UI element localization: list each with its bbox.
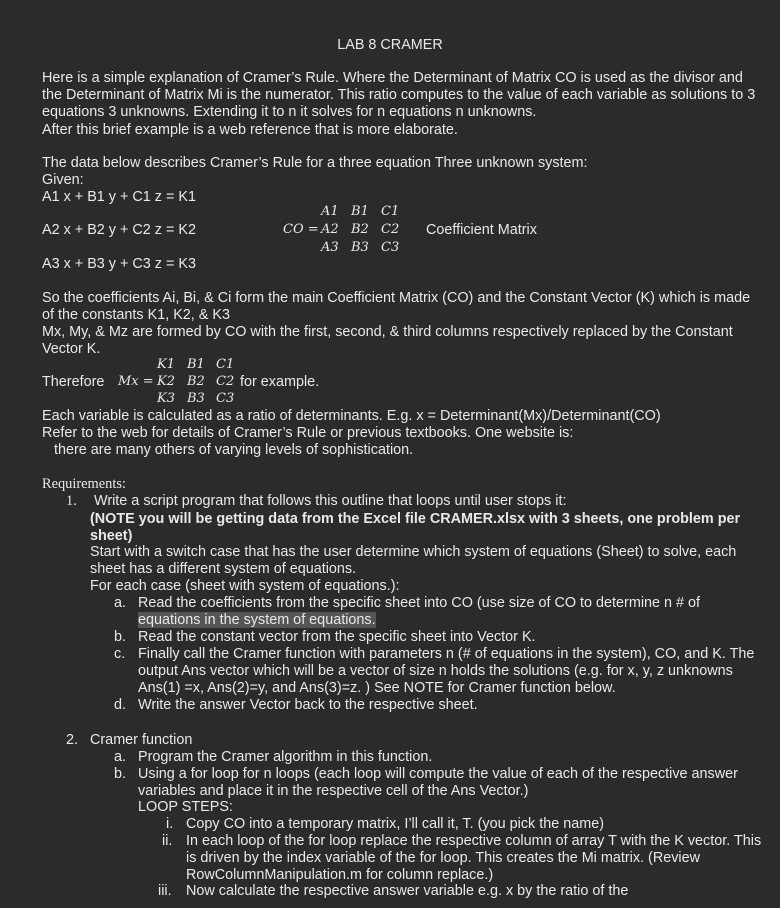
co-cell: C3 (381, 240, 400, 255)
equation-3: A3 x + B3 y + C3 z = K3 (42, 256, 196, 272)
coefficients-paragraph: So the coefficients Ai, Bi, & Ci form the main Coefficient Matrix (CO) and the Constant Vector (K) which is made of the constants K1, K2, & K3 (42, 290, 751, 323)
req1-a-line2: equations in the system of equations. (138, 612, 376, 628)
req2-ii: In each loop of the for loop replace the respective column of array T with the K vector. This is driven by the index variable of the for loop. This creates the Mi matrix. (Review RowColumnManipulation.m for column replace.) (186, 833, 762, 883)
req1-note: (NOTE you will be getting data from the Excel file CRAMER.xlsx with 3 sheets, one problem per sheet) (90, 511, 741, 544)
loop-steps-label: LOOP STEPS: (138, 799, 233, 815)
req2-iii-number: iii. (158, 883, 172, 899)
co-cell: A2 (321, 222, 339, 237)
req1-d-number: d. (114, 697, 127, 713)
mx-cell: B1 (187, 357, 205, 372)
mx-paragraph: Mx, My, & Mz are formed by CO with the first, second, & third columns respectively replaced by the Constant Vector K. (42, 324, 733, 357)
many-others-line: there are many others of varying levels of sophistication. (54, 442, 414, 458)
mx-cell: C2 (216, 374, 235, 389)
mx-cell: K3 (157, 391, 175, 406)
req1-b: Read the constant vector from the specific sheet into Vector K. (138, 629, 536, 645)
req1-a-line1: Read the coefficients from the specific sheet into CO (use size of CO to determine n # of (138, 595, 701, 611)
req1-a-number: a. (114, 595, 127, 611)
req1-d: Write the answer Vector back to the respective sheet. (138, 697, 478, 713)
req2-b-number: b. (114, 766, 127, 782)
mx-cell: B3 (187, 391, 205, 406)
req2-iii: Now calculate the respective answer variable e.g. x by the ratio of the (186, 883, 629, 899)
co-cell: A1 (321, 204, 339, 219)
co-matrix-label: CO = (283, 222, 319, 237)
mx-matrix-label: Mx = (118, 374, 154, 389)
req1-switch: Start with a switch case that has the user determine which system of equations (Sheet) to solve, each sheet has a different system of equations. (90, 544, 737, 577)
req2-title: Cramer function (90, 732, 193, 748)
data-intro: The data below describes Cramer’s Rule for a three equation Three unknown system: (42, 155, 588, 171)
equation-1: A1 x + B1 y + C1 z = K1 (42, 189, 196, 205)
for-example-label: for example. (240, 374, 320, 390)
req2-a-number: a. (114, 749, 127, 765)
req1-foreach: For each case (sheet with system of equations.): (90, 578, 400, 594)
req1-line1: Write a script program that follows this outline that loops until user stops it: (94, 493, 567, 509)
mx-cell: K2 (157, 374, 175, 389)
co-cell: B3 (351, 240, 369, 255)
req2-b: Using a for loop for n loops (each loop will compute the value of each of the respective answer variables and place it in the respective cell of the Ans Vector.) (138, 766, 738, 799)
req2-i: Copy CO into a temporary matrix, I’ll call it, T. (you pick the name) (186, 816, 605, 832)
req2-number: 2. (66, 732, 79, 748)
mx-cell: C1 (216, 357, 235, 372)
req1-c-number: c. (114, 646, 126, 662)
req1-c: Finally call the Cramer function with parameters n (# of equations in the system), CO, and K. The output Ans vector which will be a vector of size n holds the solutions (e.g. for x, y, z unknowns Ans(1) =x, Ans(2)=y, and Ans(3)=z. ) See NOTE for Cramer function below. (138, 646, 755, 696)
mx-cell: C3 (216, 391, 235, 406)
co-cell: B2 (351, 222, 369, 237)
co-cell: B1 (351, 204, 369, 219)
mx-cell: B2 (187, 374, 205, 389)
req1-number: 1. (66, 493, 77, 509)
co-cell: C2 (381, 222, 400, 237)
refer-line: Refer to the web for details of Cramer’s Rule or previous textbooks. One website is: (42, 425, 574, 441)
req1-b-number: b. (114, 629, 127, 645)
given-label: Given: (42, 172, 84, 188)
co-matrix-caption: Coefficient Matrix (426, 222, 537, 238)
req2-i-number: i. (166, 816, 174, 832)
intro-paragraph: Here is a simple explanation of Cramer’s Rule. Where the Determinant of Matrix CO is used as the divisor and the Determinant of Matrix Mi is the numerator. This ratio computes to the value of each variable as solutions to 3 equations 3 unknowns. Extending it to n it solves for n equations n unknowns. (42, 70, 756, 120)
therefore-label: Therefore (42, 374, 105, 390)
ratio-line: Each variable is calculated as a ratio of determinants. E.g. x = Determinant(Mx)/Determinant(CO) (42, 408, 661, 424)
mx-cell: K1 (157, 357, 175, 372)
req2-ii-number: ii. (162, 833, 173, 849)
req2-a: Program the Cramer algorithm in this function. (138, 749, 433, 765)
equation-2: A2 x + B2 y + C2 z = K2 (42, 222, 196, 238)
intro-followup: After this brief example is a web reference that is more elaborate. (42, 122, 458, 138)
document-title: LAB 8 CRAMER (337, 37, 443, 53)
co-cell: A3 (321, 240, 339, 255)
co-cell: C1 (381, 204, 400, 219)
requirements-label: Requirements: (42, 476, 126, 492)
